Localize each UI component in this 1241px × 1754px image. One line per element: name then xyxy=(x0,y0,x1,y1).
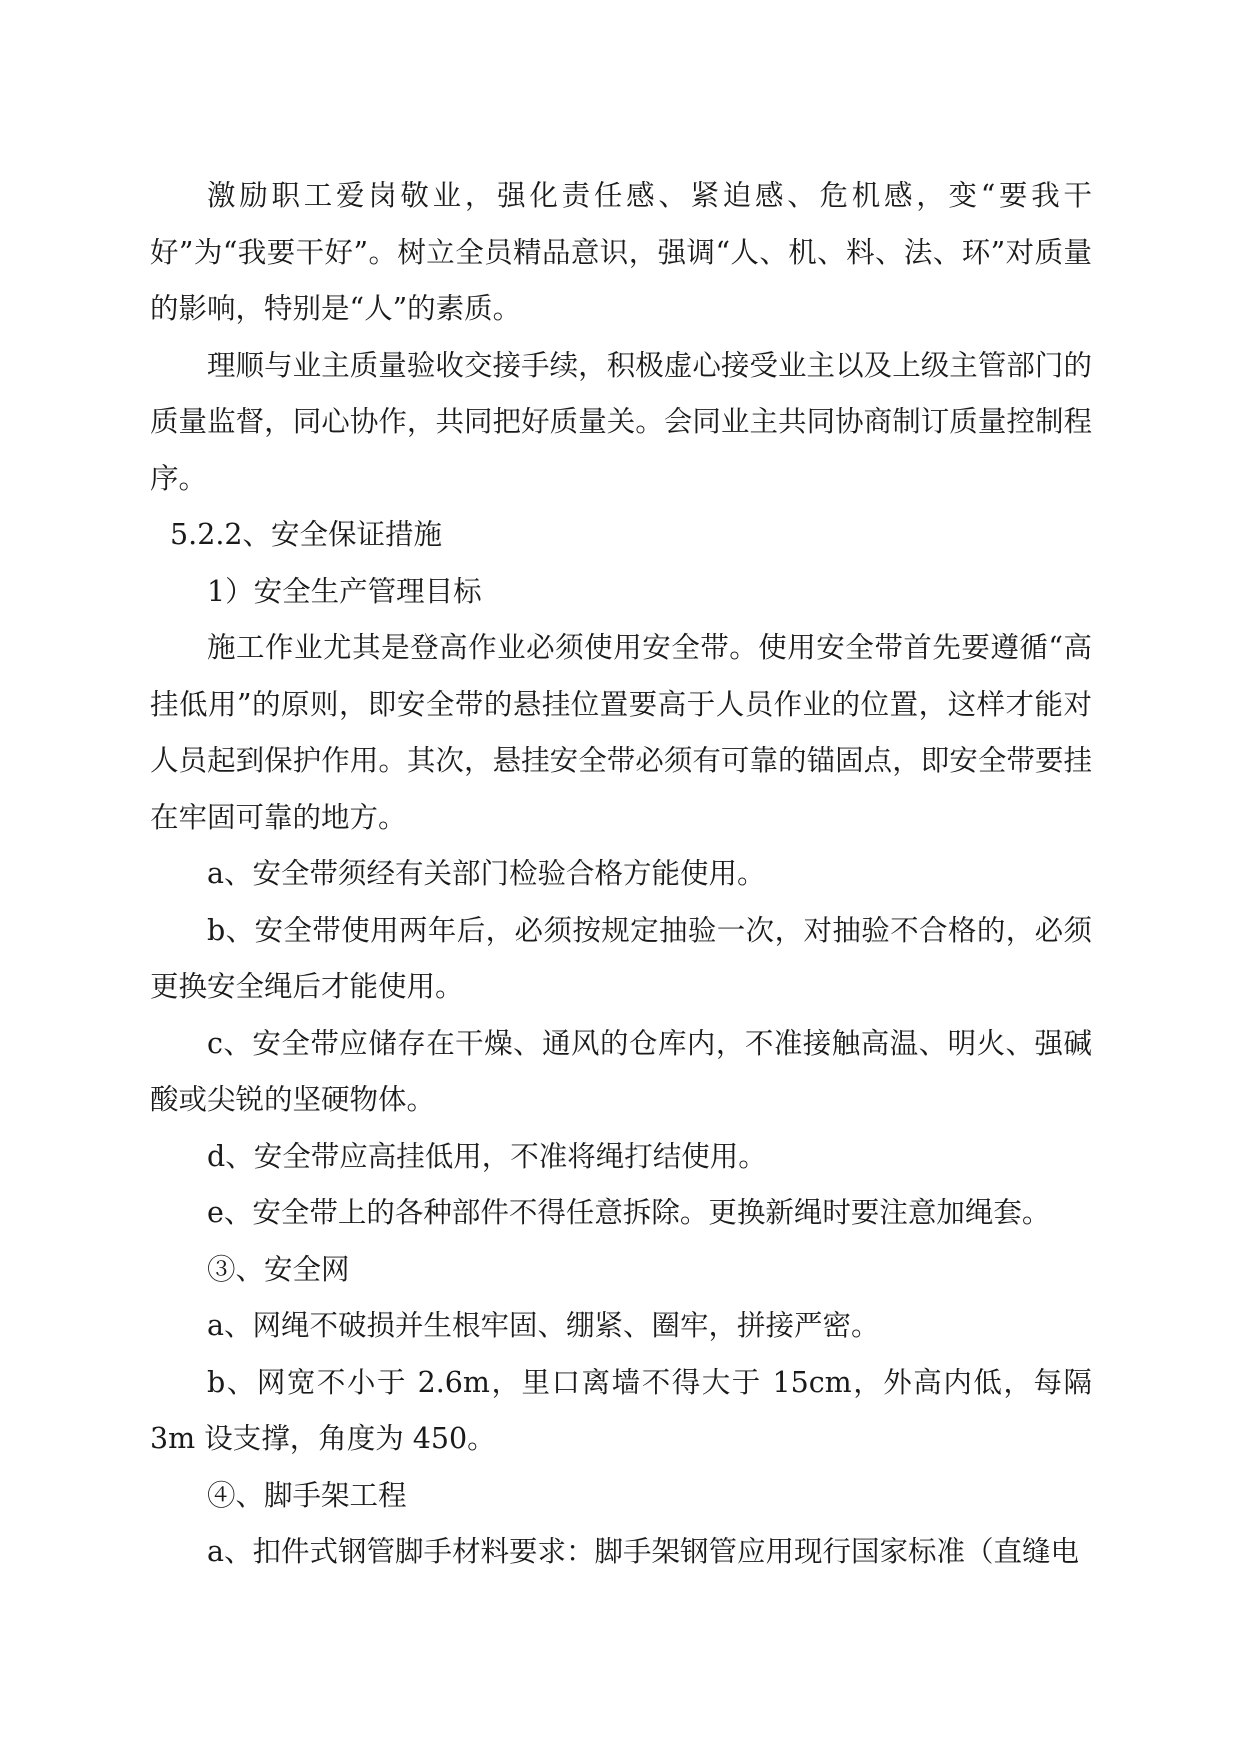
list-item-belt-d: d、安全带应高挂低用，不准将绳打结使用。 xyxy=(207,1139,767,1173)
section-heading-safety-measures: 5.2.2、安全保证措施 xyxy=(170,518,443,551)
list-item-belt-b: b、安全带使用两年后，必须按规定抽验一次，对抽验不合格的，必须更换安全绳后才能使用。 xyxy=(150,913,1092,1003)
list-item-belt-c: c、安全带应储存在干燥、通风的仓库内，不准接触高温、明火、强碱酸或尖锐的坚硬物体。 xyxy=(150,1026,1092,1116)
paragraph-worker-motivation: 激励职工爱岗敬业，强化责任感、紧迫感、危机感，变“要我干好”为“我要干好”。树立全员精品意识，强调“人、机、料、法、环”对质量的影响，特别是“人”的素质。 xyxy=(150,179,1092,325)
list-item-net-b: b、网宽不小于 2.6m，里口离墙不得大于 15cm，外高内低，每隔 3m 设支撑，角度为 450。 xyxy=(150,1365,1092,1455)
subheading-safety-goal: 1）安全生产管理目标 xyxy=(207,574,482,608)
document-body xyxy=(150,168,1092,1581)
list-item-belt-e: e、安全带上的各种部件不得任意拆除。更换新绳时要注意加绳套。 xyxy=(207,1196,1051,1229)
subheading-safety-net: ③、安全网 xyxy=(207,1252,350,1286)
paragraph-safety-belt-intro: 施工作业尤其是登高作业必须使用安全带。使用安全带首先要遵循“高挂低用”的原则，即安全带的悬挂位置要高于人员作业的位置，这样才能对人员起到保护作用。其次，悬挂安全带必须有可靠的锚固点，即安全带要挂在牢固可靠的地方。 xyxy=(150,631,1092,834)
paragraph-quality-acceptance: 理顺与业主质量验收交接手续，积极虚心接受业主以及上级主管部门的质量监督，同心协作，共同把好质量关。会同业主共同协商制订质量控制程序。 xyxy=(150,348,1092,495)
subheading-scaffold: ④、脚手架工程 xyxy=(207,1478,407,1512)
list-item-scaffold-a: a、扣件式钢管脚手材料要求：脚手架钢管应用现行国家标准（直缝电 xyxy=(207,1535,1079,1568)
list-item-net-a: a、网绳不破损并生根牢固、绷紧、圈牢，拼接严密。 xyxy=(207,1309,880,1342)
list-item-belt-a: a、安全带须经有关部门检验合格方能使用。 xyxy=(207,857,766,890)
